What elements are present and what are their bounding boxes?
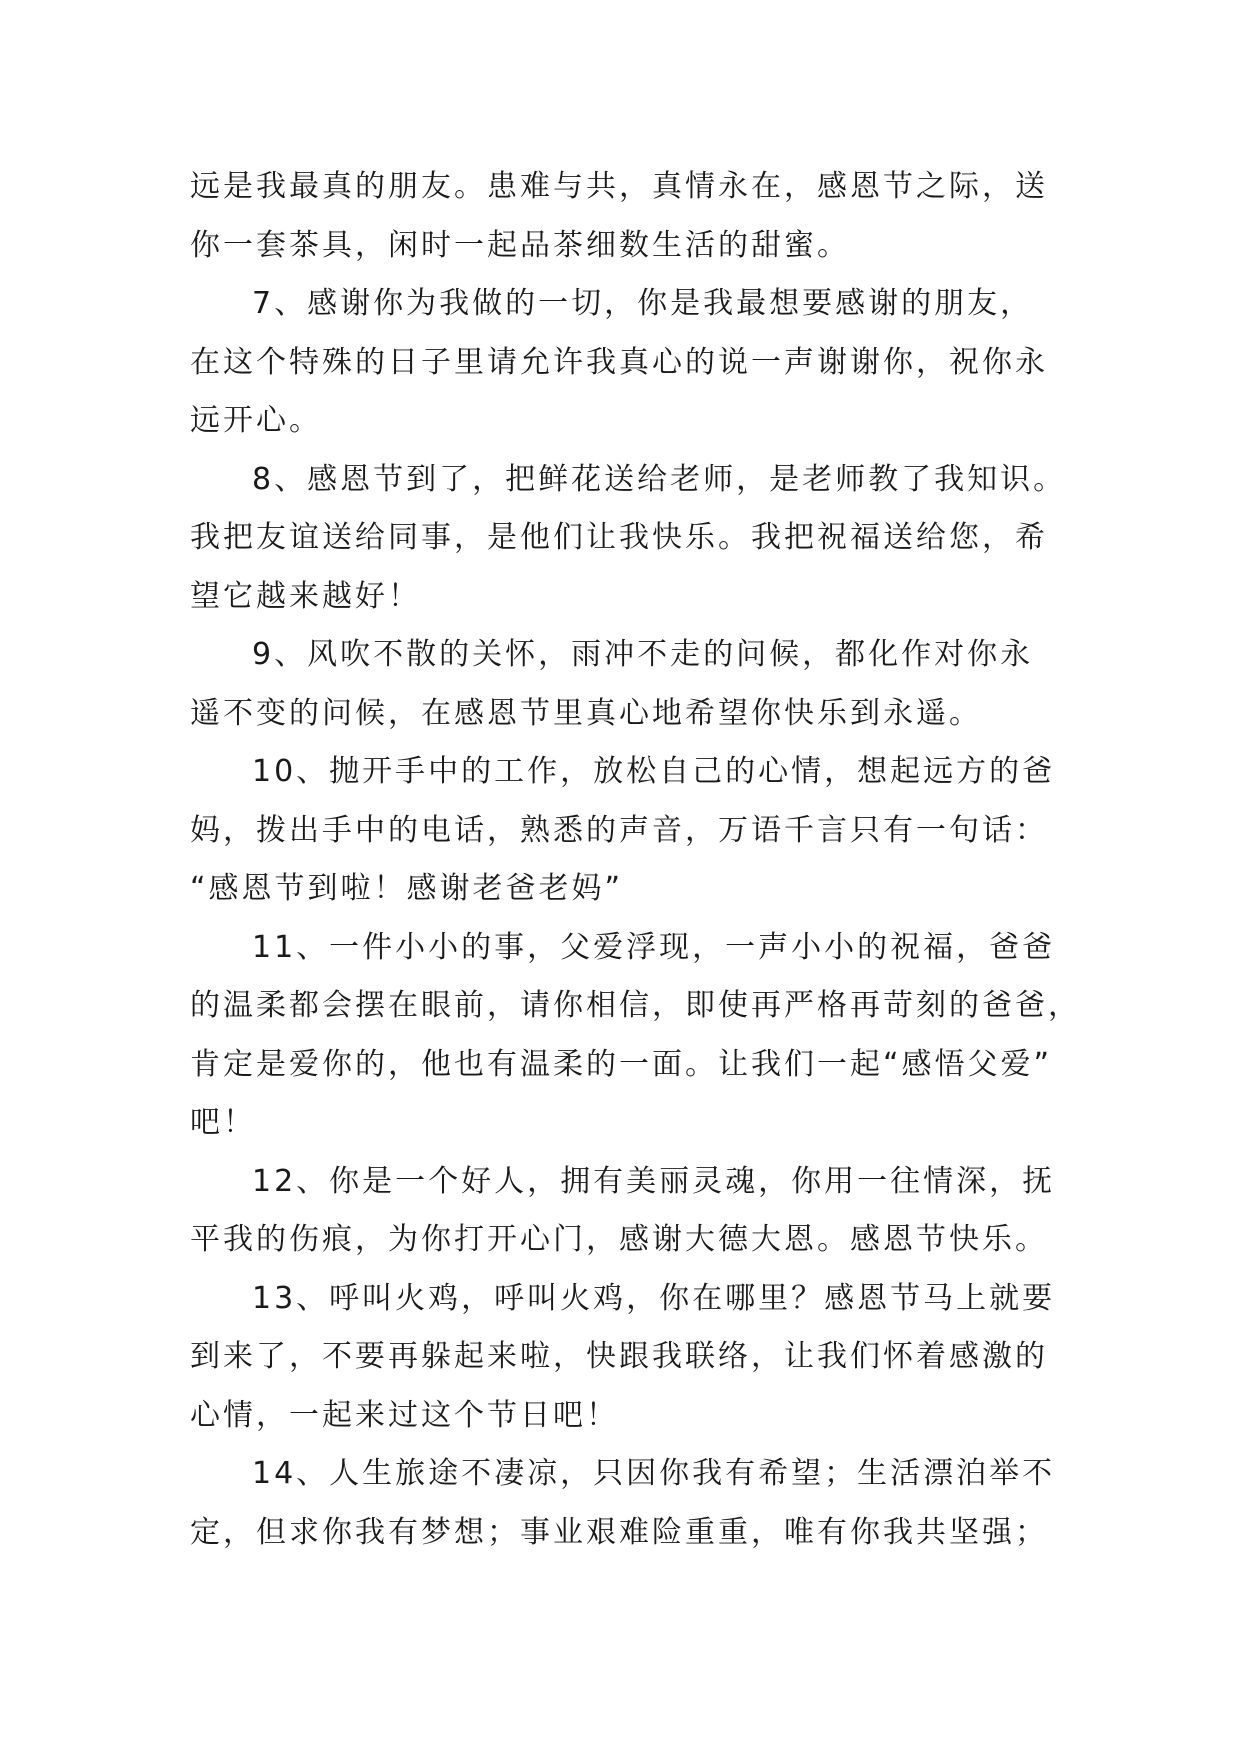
text-line: 11、一件小小的事，父爱浮现，一声小小的祝福，爸爸 bbox=[252, 929, 1056, 965]
text-line: 13、呼叫火鸡，呼叫火鸡，你在哪里？感恩节马上就要 bbox=[252, 1280, 1056, 1316]
text-line: 妈，拨出手中的电话，熟悉的声音，万语千言只有一句话： bbox=[190, 812, 1048, 848]
text-line: 吧！ bbox=[190, 1105, 256, 1140]
text-line: 7、感谢你为我做的一切，你是我最想要感谢的朋友， bbox=[252, 286, 1034, 321]
text-line: 心情，一起来过这个节日吧！ bbox=[190, 1397, 619, 1433]
text-line: 平我的伤痕，为你打开心门，感谢大德大恩。感恩节快乐。 bbox=[190, 1222, 1048, 1257]
text-line: 14、人生旅途不凄凉，只因你我有希望；生活漂泊举不 bbox=[252, 1456, 1056, 1491]
text-line: 远开心。 bbox=[190, 403, 322, 438]
text-line: 9、风吹不散的关怀，雨冲不走的问候，都化作对你永 bbox=[252, 637, 1034, 672]
text-line: 远是我最真的朋友。患难与共，真情永在，感恩节之际，送 bbox=[190, 169, 1048, 204]
text-line: 10、抛开手中的工作，放松自己的心情，想起远方的爸 bbox=[252, 754, 1056, 789]
text-line: 望它越来越好！ bbox=[190, 578, 421, 614]
text-line: 到来了，不要再躲起来啦，快跟我联络，让我们怀着感激的 bbox=[190, 1339, 1048, 1374]
text-line: 定，但求你我有梦想；事业艰难险重重，唯有你我共坚强； bbox=[190, 1514, 1048, 1550]
text-line: 8、感恩节到了，把鲜花送给老师，是老师教了我知识。 bbox=[252, 461, 1067, 497]
text-line: 的温柔都会摆在眼前，请你相信，即使再严格再苛刻的爸爸， bbox=[190, 988, 1081, 1023]
text-line: 遥不变的问候，在感恩节里真心地希望你快乐到永遥。 bbox=[190, 695, 982, 731]
text-line: 12、你是一个好人，拥有美丽灵魂，你用一往情深，抚 bbox=[252, 1163, 1056, 1199]
text-line: 在这个特殊的日子里请允许我真心的说一声谢谢你，祝你永 bbox=[190, 344, 1048, 380]
text-line: 你一套茶具，闲时一起品茶细数生活的甜蜜。 bbox=[190, 227, 850, 263]
text-line: 我把友谊送给同事，是他们让我快乐。我把祝福送给您，希 bbox=[190, 520, 1048, 555]
text-line: “感恩节到啦！感谢老爸老妈” bbox=[190, 871, 624, 906]
document-body bbox=[190, 158, 1081, 1562]
text-line: 肯定是爱你的，他也有温柔的一面。让我们一起“感悟父爱” bbox=[190, 1046, 1053, 1082]
